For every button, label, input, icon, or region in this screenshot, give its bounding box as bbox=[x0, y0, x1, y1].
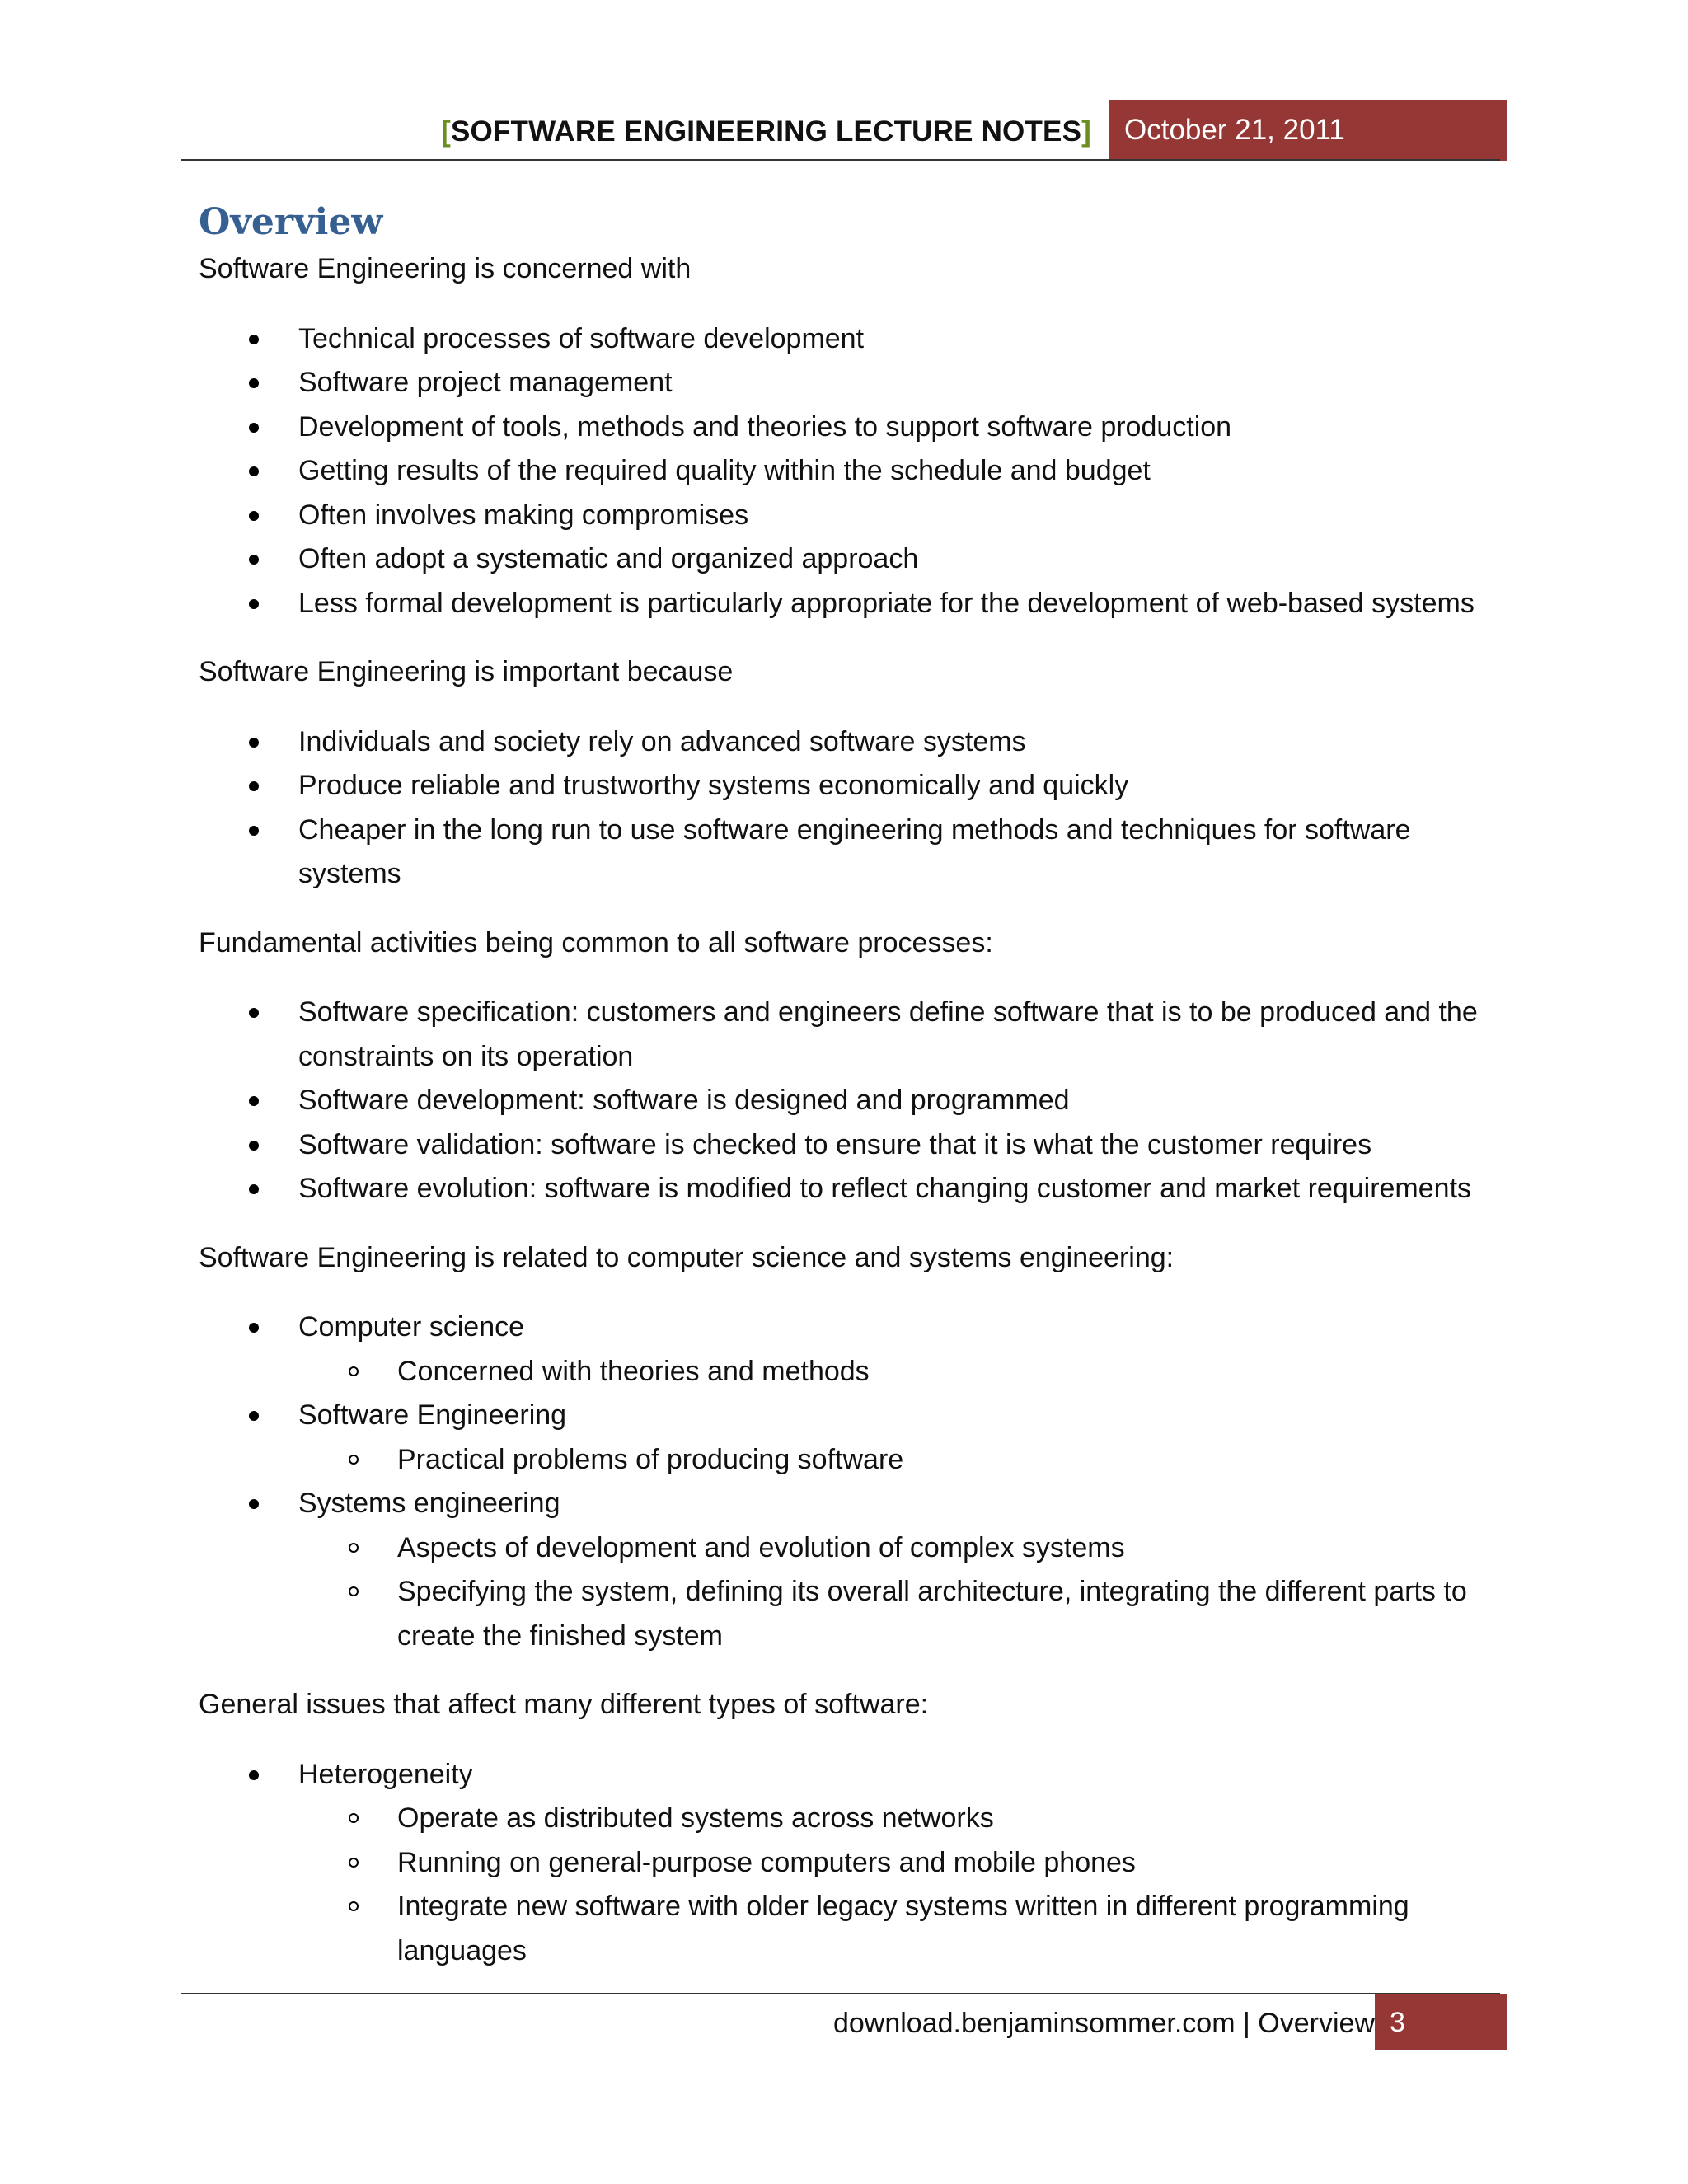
bullet-icon bbox=[249, 826, 259, 836]
list-item bbox=[199, 764, 1501, 808]
bullet-icon bbox=[249, 1008, 259, 1018]
item-line: create the finished system bbox=[397, 1619, 723, 1652]
bullet-icon bbox=[249, 423, 259, 433]
list-item bbox=[199, 808, 1501, 897]
sub-list-item bbox=[199, 1526, 1501, 1571]
bullet-icon bbox=[249, 738, 259, 748]
bullet-list bbox=[199, 991, 1501, 1212]
item-text: Operate as distributed systems across networks bbox=[397, 1802, 994, 1834]
bullet-icon bbox=[249, 1411, 259, 1421]
section bbox=[199, 247, 1501, 626]
circle-bullet-icon bbox=[349, 1543, 359, 1553]
bullet-icon bbox=[249, 599, 259, 609]
bullet-list bbox=[199, 1753, 1501, 1974]
section bbox=[199, 921, 1501, 1212]
list-item bbox=[199, 1167, 1501, 1212]
bullet-icon bbox=[249, 1323, 259, 1333]
sub-list-wrapper bbox=[199, 1797, 1501, 1973]
bullet-icon bbox=[249, 335, 259, 344]
bullet-icon bbox=[249, 781, 259, 791]
item-text: Practical problems of producing software bbox=[397, 1443, 904, 1475]
list-item bbox=[199, 1123, 1501, 1168]
footer-section: Overview bbox=[1258, 2008, 1375, 2039]
bullet-icon bbox=[249, 466, 259, 476]
list-item bbox=[199, 361, 1501, 405]
circle-bullet-icon bbox=[349, 1858, 359, 1868]
sub-bullet-list bbox=[199, 1438, 1501, 1483]
circle-bullet-icon bbox=[349, 1366, 359, 1376]
section-intro: Software Engineering is important because bbox=[199, 656, 734, 687]
page-title: Overview bbox=[199, 201, 383, 243]
footer-rule bbox=[181, 1993, 1500, 1994]
section-intro: Software Engineering is related to computer science and systems engineering: bbox=[199, 1241, 1175, 1273]
list-item bbox=[199, 1753, 1501, 1974]
sub-list-wrapper bbox=[199, 1438, 1501, 1483]
list-item bbox=[199, 1482, 1501, 1658]
item-text: Systems engineering bbox=[298, 1488, 560, 1519]
section bbox=[199, 650, 1501, 897]
footer-site: download.benjaminsommer.com bbox=[832, 2008, 1236, 2039]
header-date: October 21, 2011 bbox=[1109, 100, 1507, 161]
list-item bbox=[199, 405, 1501, 450]
page-number: 3 bbox=[1375, 1994, 1507, 2050]
item-text: Software Engineering bbox=[298, 1399, 567, 1431]
footer-separator: | bbox=[1243, 2008, 1250, 2039]
sub-bullet-list bbox=[199, 1526, 1501, 1659]
section-intro: Fundamental activities being common to all software processes: bbox=[199, 926, 993, 958]
item-text: Computer science bbox=[298, 1311, 525, 1343]
item-text: Software development: software is designed and programmed bbox=[298, 1085, 1070, 1116]
item-line: Cheaper in the long run to use software engineering methods and techniques for software bbox=[298, 813, 1411, 846]
item-text: Software validation: software is checked to ensure that it is what the customer requires bbox=[298, 1128, 1372, 1160]
sub-bullet-list bbox=[199, 1797, 1501, 1973]
list-item bbox=[199, 720, 1501, 765]
bullet-icon bbox=[249, 555, 259, 565]
item-text: Often involves making compromises bbox=[298, 499, 749, 531]
list-item bbox=[199, 1394, 1501, 1482]
item-line: systems bbox=[298, 858, 401, 889]
sub-list-item bbox=[199, 1885, 1501, 1973]
list-item bbox=[199, 317, 1501, 362]
list-item bbox=[199, 582, 1501, 626]
header-title-text: SOFTWARE ENGINEERING LECTURE NOTES bbox=[450, 115, 1082, 148]
list-item bbox=[199, 1305, 1501, 1394]
sub-list-item bbox=[199, 1797, 1501, 1841]
item-text: Concerned with theories and methods bbox=[397, 1355, 870, 1387]
section-intro: Software Engineering is concerned with bbox=[199, 253, 692, 284]
bullet-list bbox=[199, 317, 1501, 626]
item-text: Aspects of development and evolution of complex systems bbox=[397, 1531, 1125, 1563]
item-line: Specifying the system, defining its overall architecture, integrating the different parts to bbox=[397, 1576, 1467, 1607]
bullet-icon bbox=[249, 378, 259, 388]
document-body bbox=[199, 198, 1501, 1973]
circle-bullet-icon bbox=[349, 1901, 359, 1911]
sub-list-item bbox=[199, 1438, 1501, 1483]
bullet-icon bbox=[249, 1770, 259, 1780]
item-text: Less formal development is particularly appropriate for the development of web-based systems bbox=[298, 587, 1475, 619]
item-line: Integrate new software with older legacy systems written in different programming bbox=[397, 1891, 1409, 1922]
circle-bullet-icon bbox=[349, 1586, 359, 1596]
footer-text bbox=[833, 1999, 1375, 2048]
list-item bbox=[199, 494, 1501, 538]
bullet-list bbox=[199, 1305, 1501, 1658]
item-text: Often adopt a systematic and organized approach bbox=[298, 543, 919, 574]
bullet-list bbox=[199, 720, 1501, 897]
sections-container bbox=[199, 247, 1501, 1973]
section-intro: General issues that affect many different types of software: bbox=[199, 1689, 929, 1720]
item-text: Software project management bbox=[298, 367, 673, 398]
sub-bullet-list bbox=[199, 1350, 1501, 1394]
list-item bbox=[199, 449, 1501, 494]
circle-bullet-icon bbox=[349, 1813, 359, 1823]
bullet-icon bbox=[249, 1096, 259, 1106]
bullet-icon bbox=[249, 1499, 259, 1509]
sub-list-item bbox=[199, 1570, 1501, 1658]
item-line: constraints on its operation bbox=[298, 1040, 634, 1072]
item-line: Software specification: customers and engineers define software that is to be produced and the bbox=[298, 996, 1478, 1028]
item-text: Heterogeneity bbox=[298, 1758, 473, 1790]
item-text: Development of tools, methods and theories to support software production bbox=[298, 410, 1232, 443]
sub-list-wrapper bbox=[199, 1350, 1501, 1394]
sub-list-item bbox=[199, 1841, 1501, 1886]
list-item bbox=[199, 1079, 1501, 1123]
section bbox=[199, 1236, 1501, 1659]
list-item bbox=[199, 537, 1501, 582]
item-text: Individuals and society rely on advanced software systems bbox=[298, 725, 1026, 757]
sub-list-item bbox=[199, 1350, 1501, 1394]
header-bracket-close: ] bbox=[1081, 115, 1091, 148]
item-text: Produce reliable and trustworthy systems economically and quickly bbox=[298, 770, 1129, 801]
header-title bbox=[441, 107, 1091, 157]
item-text: Getting results of the required quality within the schedule and budget bbox=[298, 455, 1151, 486]
bullet-icon bbox=[249, 1141, 259, 1151]
sub-list-wrapper bbox=[199, 1526, 1501, 1659]
bullet-icon bbox=[249, 511, 259, 521]
item-text: Running on general-purpose computers and mobile phones bbox=[397, 1846, 1136, 1878]
list-item bbox=[199, 991, 1501, 1079]
section bbox=[199, 1683, 1501, 1973]
header-rule bbox=[181, 159, 1500, 161]
circle-bullet-icon bbox=[349, 1455, 359, 1465]
item-text: Technical processes of software development bbox=[298, 322, 865, 354]
bullet-icon bbox=[249, 1184, 259, 1194]
item-text: Software evolution: software is modified to reflect changing customer and market requirements bbox=[298, 1173, 1472, 1204]
item-line: languages bbox=[397, 1934, 527, 1966]
header-bracket-open: [ bbox=[441, 115, 451, 148]
